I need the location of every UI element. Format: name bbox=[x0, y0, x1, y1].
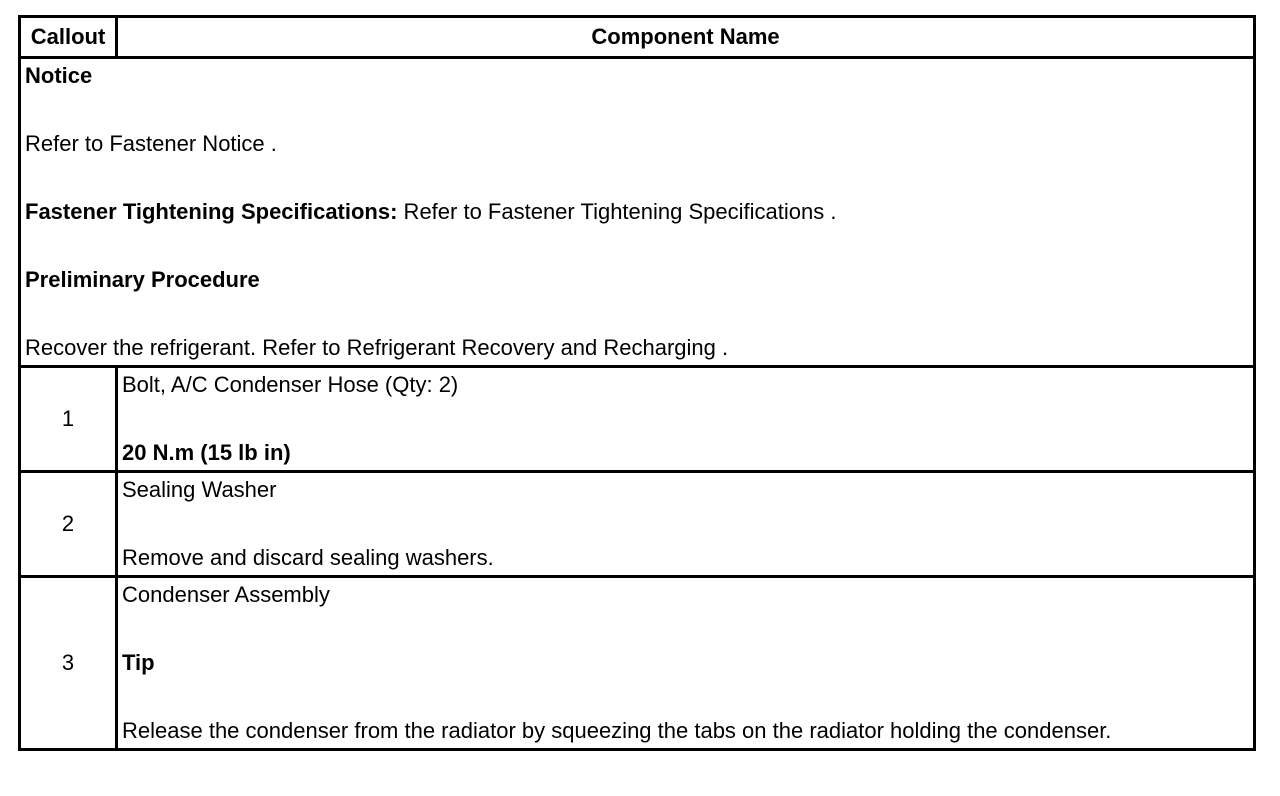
component-name: Sealing Washer bbox=[122, 477, 277, 502]
preliminary-procedure-heading: Preliminary Procedure bbox=[25, 267, 260, 292]
tip-heading: Tip bbox=[122, 650, 155, 675]
component-name: Bolt, A/C Condenser Hose (Qty: 2) bbox=[122, 372, 459, 397]
tightening-spec-line bbox=[25, 195, 1249, 229]
preliminary-procedure-text: Recover the refrigerant. Refer to Refrigerant Recovery and Recharging . bbox=[25, 335, 729, 360]
callout-number: 1 bbox=[20, 367, 117, 472]
notice-cell bbox=[20, 58, 1255, 367]
table-header-row bbox=[20, 17, 1255, 58]
table-row bbox=[20, 577, 1255, 750]
notice-row bbox=[20, 58, 1255, 367]
component-name-column-header: Component Name bbox=[117, 17, 1255, 58]
callout-column-header: Callout bbox=[20, 17, 117, 58]
callout-number: 2 bbox=[20, 472, 117, 577]
callout-number: 3 bbox=[20, 577, 117, 750]
component-cell bbox=[117, 472, 1255, 577]
component-instruction: Release the condenser from the radiator by squeezing the tabs on the radiator holding the condenser. bbox=[122, 718, 1112, 743]
component-cell bbox=[117, 577, 1255, 750]
component-cell bbox=[117, 367, 1255, 472]
component-table bbox=[18, 15, 1256, 751]
fastener-notice-text: Refer to Fastener Notice . bbox=[25, 131, 277, 156]
table-row bbox=[20, 367, 1255, 472]
notice-heading: Notice bbox=[25, 63, 93, 88]
tightening-spec-label: Fastener Tightening Specifications: bbox=[25, 199, 398, 224]
tightening-spec-text: Refer to Fastener Tightening Specifications . bbox=[397, 199, 837, 224]
component-name: Condenser Assembly bbox=[122, 582, 330, 607]
table-row bbox=[20, 472, 1255, 577]
torque-spec: 20 N.m (15 lb in) bbox=[122, 440, 291, 465]
component-instruction: Remove and discard sealing washers. bbox=[122, 545, 494, 570]
